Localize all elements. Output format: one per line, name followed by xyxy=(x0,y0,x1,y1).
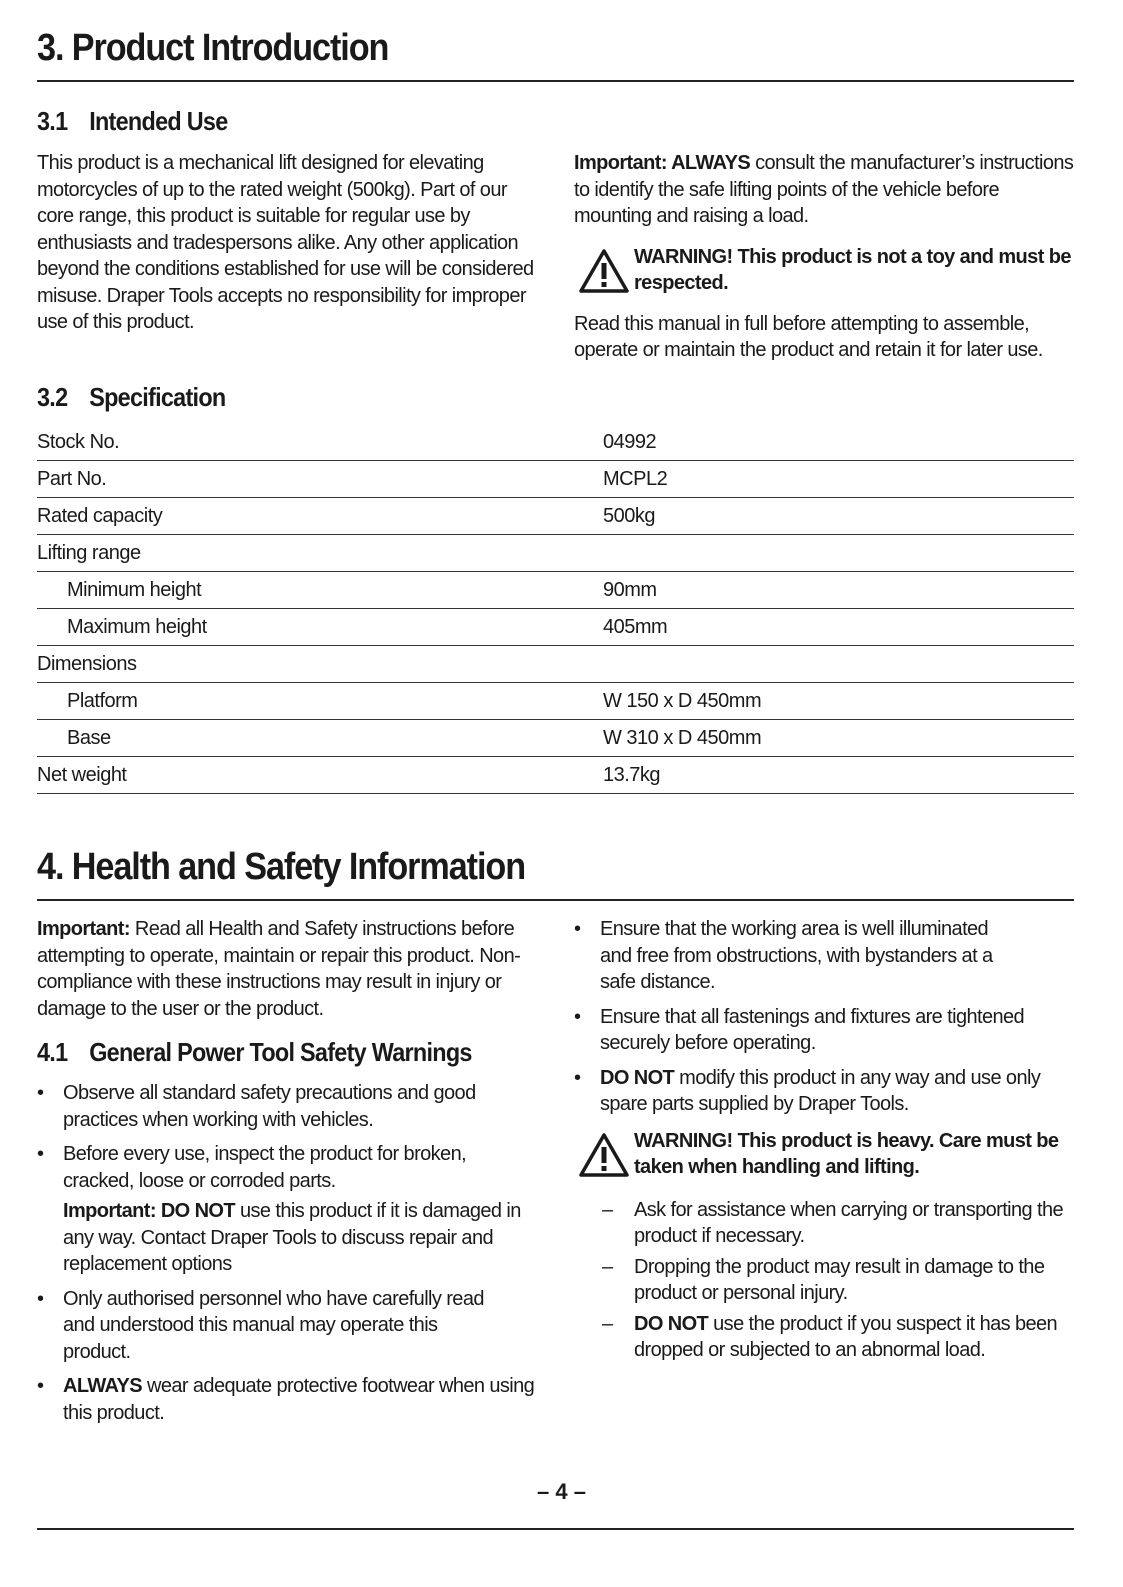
spec-label: Minimum height xyxy=(37,572,603,609)
bullet-do-not-modify xyxy=(574,1065,1074,1118)
warning-heavy xyxy=(574,1128,1074,1181)
right-bullet-list xyxy=(574,916,1074,1118)
bullet-observe-precautions xyxy=(37,1080,537,1133)
important-label: Important: ALWAYS xyxy=(574,152,751,174)
bullet-always-label: ALWAYS xyxy=(63,1375,143,1397)
spec-value: MCPL2 xyxy=(603,461,1074,498)
spec-row-minimum-height xyxy=(37,572,1074,609)
spec-label: Maximum height xyxy=(37,609,603,646)
spec-row-platform xyxy=(37,683,1074,720)
dash-dropping-product xyxy=(574,1254,1074,1307)
important-lifting-points xyxy=(574,150,1074,230)
spec-label: Net weight xyxy=(37,757,603,794)
spec-row-lifting-range xyxy=(37,535,1074,572)
bullet-text: Only authorised personnel who have carefully read and understood this manual may operate this product. xyxy=(63,1287,484,1363)
warning-not-toy xyxy=(574,244,1074,297)
section-3-1-number: 3.1 xyxy=(37,106,68,136)
section-3-title: 3. Product Introduction xyxy=(37,27,389,69)
intro-important-text: Read all Health and Safety instructions before attempting to operate, maintain or repair this product. Non-compliance with these instructions may result in injury or damage to the user or the product. xyxy=(37,918,521,1020)
inspect-important-text: use this product if it is damaged in any way. Contact Draper Tools to discuss repair and replacement options xyxy=(63,1200,521,1275)
warning-not-toy-text: WARNING! This product is not a toy and must be respected. xyxy=(634,245,1071,294)
spec-label: Base xyxy=(37,720,603,757)
warning-heavy-text: WARNING! This product is heavy. Care must be taken when handling and lifting. xyxy=(634,1129,1059,1178)
heavy-dash-list xyxy=(574,1197,1074,1364)
spec-label: Lifting range xyxy=(37,535,603,572)
section-3-2-title: Specification xyxy=(89,382,226,412)
bullet-text: modify this product in any way and use only spare parts supplied by Draper Tools. xyxy=(600,1066,1041,1115)
section-4-1-title: General Power Tool Safety Warnings xyxy=(89,1037,472,1067)
bullet-fastenings xyxy=(574,1004,1074,1057)
dash-text: use the product if you suspect it has been dropped or subjected to an abnormal load. xyxy=(634,1312,1058,1361)
section-4-1-heading xyxy=(37,1036,487,1068)
specification-table xyxy=(37,424,1074,794)
section-3-rule xyxy=(37,80,1074,82)
dash-text: Dropping the product may result in damage to the product or personal injury. xyxy=(634,1255,1045,1304)
bullet-protective-footwear xyxy=(37,1373,537,1426)
dash-text: Ask for assistance when carrying or transporting the product if necessary. xyxy=(634,1198,1064,1247)
left-bullet-list xyxy=(37,1080,537,1426)
spec-value: 90mm xyxy=(603,572,1074,609)
spec-label: Dimensions xyxy=(37,646,603,683)
spec-row-part-no xyxy=(37,461,1074,498)
important-text: consult the manufacturer’s instructions to identify the safe lifting points of the vehicle before mounting and raising a load. xyxy=(574,152,1074,227)
bullet-text: Observe all standard safety precautions and good practices when working with vehicles. xyxy=(63,1082,476,1131)
section-3-1-title: Intended Use xyxy=(89,106,228,136)
spec-label: Rated capacity xyxy=(37,498,603,535)
footer-rule xyxy=(37,1528,1074,1530)
section-4-title: 4. Health and Safety Information xyxy=(37,846,526,888)
bullet-do-not-label: DO NOT xyxy=(600,1066,675,1089)
read-manual-text: Read this manual in full before attempting to assemble, operate or maintain the product and retain it for later use. xyxy=(574,312,1043,361)
health-safety-intro xyxy=(37,916,537,1022)
intended-use-text: This product is a mechanical lift designed for elevating motorcycles of up to the rated weight (500kg). Part of our core range, this product is suitable for regular use by enthusiasts and tradespersons alike. Any other application beyond the conditions established for use will be considered misuse. Draper Tools accepts no responsibility for improper use of this product. xyxy=(37,152,534,333)
spec-row-maximum-height xyxy=(37,609,1074,646)
bullet-authorised-personnel xyxy=(37,1286,537,1366)
bullet-text: wear adequate protective footwear when using this product. xyxy=(63,1375,535,1424)
section-3-2-heading xyxy=(37,381,225,413)
warning-triangle-icon xyxy=(574,1132,634,1178)
bullet-text: Before every use, inspect the product for broken, cracked, loose or corroded parts. xyxy=(63,1143,467,1192)
intro-important-label: Important: xyxy=(37,918,130,940)
spec-value: 500kg xyxy=(603,498,1074,535)
bullet-text: Ensure that the working area is well illuminated and free from obstructions, with bystanders at a safe distance. xyxy=(600,918,993,993)
bullet-inspect-product xyxy=(37,1141,537,1278)
spec-value xyxy=(603,646,1074,683)
inspect-important-label: Important: DO NOT xyxy=(63,1200,236,1222)
warning-triangle-icon xyxy=(574,248,634,294)
inspect-important-note xyxy=(63,1198,537,1278)
bullet-text: Ensure that all fastenings and fixtures are tightened securely before operating. xyxy=(600,1005,1025,1054)
dash-do-not-label: DO NOT xyxy=(634,1312,709,1335)
spec-row-base xyxy=(37,720,1074,757)
spec-label: Platform xyxy=(37,683,603,720)
bullet-working-area xyxy=(574,916,1074,996)
section-3-2-number: 3.2 xyxy=(37,382,68,412)
section-4-rule xyxy=(37,899,1074,901)
spec-row-dimensions xyxy=(37,646,1074,683)
spec-row-rated-capacity xyxy=(37,498,1074,535)
spec-value: W 310 x D 450mm xyxy=(603,720,1074,757)
dash-do-not-use xyxy=(574,1311,1074,1364)
spec-label: Part No. xyxy=(37,461,603,498)
spec-label: Stock No. xyxy=(37,424,603,461)
section-4-1-number: 4.1 xyxy=(37,1037,68,1067)
spec-row-net-weight xyxy=(37,757,1074,794)
spec-value: 13.7kg xyxy=(603,757,1074,794)
spec-value: 04992 xyxy=(603,424,1074,461)
section-3-1-heading xyxy=(37,105,227,137)
spec-value xyxy=(603,535,1074,572)
page-number: – 4 – xyxy=(537,1479,586,1504)
spec-value: 405mm xyxy=(603,609,1074,646)
spec-row-stock-no xyxy=(37,424,1074,461)
spec-value: W 150 x D 450mm xyxy=(603,683,1074,720)
dash-ask-assistance xyxy=(574,1197,1074,1250)
